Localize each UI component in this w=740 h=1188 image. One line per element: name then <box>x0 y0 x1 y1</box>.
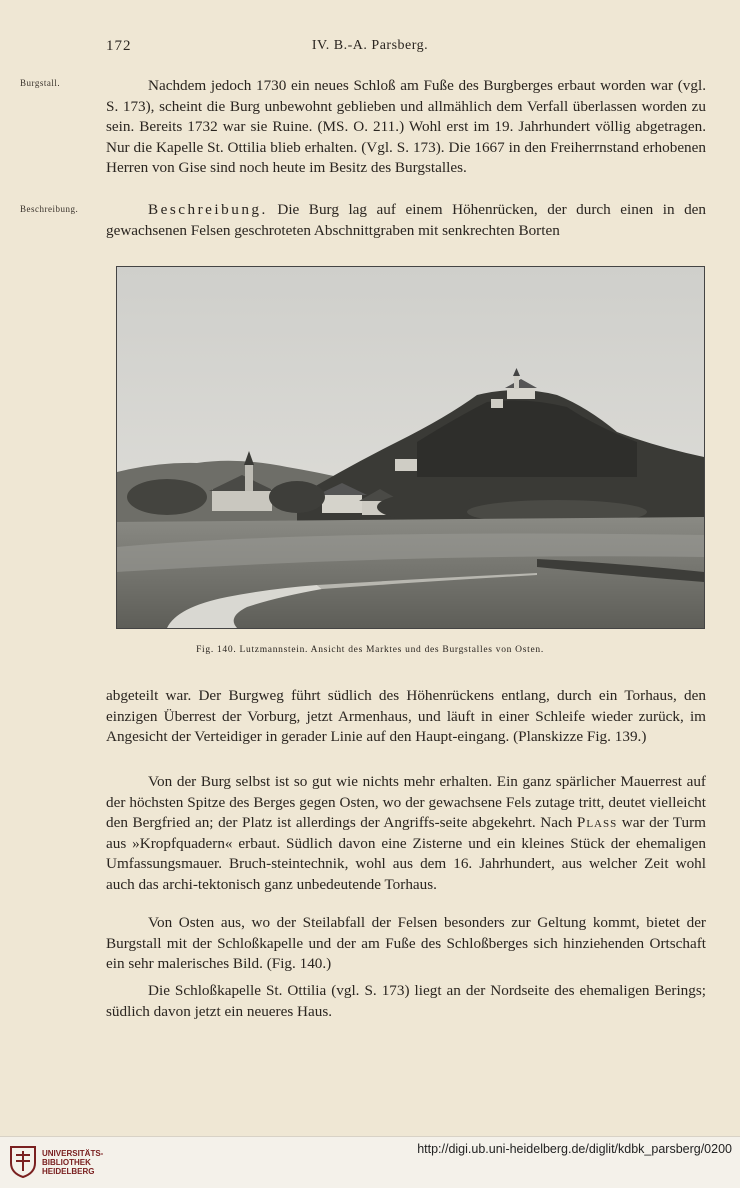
paragraph-2-text: Die Burg lag auf einem Höhenrücken, der durch einen in den gewachsenen Felsen geschroteten Abschnittgraben mit senkrechten Borten <box>106 201 706 239</box>
paragraph-4-b: war der Turm aus »Kropfquadern« erbaut. Südlich davon eine Zisterne und ein kleines Stück der ehemaligen Umfassungsmauer. Bruch-steintechnik, wohl aus dem 16. Jahrhundert, aus welcher Zeit wohl auch das archi-tektonisch ganz unbedeutende Torhaus. <box>106 814 706 893</box>
author-name: Plass <box>576 814 618 832</box>
permalink-url[interactable]: http://digi.ub.uni-heidelberg.de/diglit/kdbk_parsberg/0200 <box>417 1142 732 1156</box>
running-title: IV. B.-A. Parsberg. <box>311 38 429 53</box>
paragraph-6: Die Schloßkapelle St. Ottilia (vgl. S. 173) liegt an der Nordseite des ehemaligen Berings; südlich davon jetzt ein neueres Haus. <box>106 982 706 1020</box>
paragraph-2 <box>106 200 706 241</box>
figure-photo <box>116 266 705 629</box>
margin-note-burgstall: Burgstall. <box>20 78 61 88</box>
margin-note-beschreibung: Beschreibung. <box>20 204 79 214</box>
paragraph-3: abgeteilt war. Der Burgweg führt südlich des Höhenrückens entlang, durch ein Torhaus, den einzigen Überrest der Vorburg, jetzt Armenhaus, und läuft in einer Schleife wieder zurück, im Angesicht der Verteidiger in gerader Linie auf den Haupt-eingang. (Planskizze Fig. 139.) <box>106 687 706 746</box>
viewer-footer <box>0 1136 740 1188</box>
paragraph-5: Von Osten aus, wo der Steilabfall der Felsen besonders zur Geltung kommt, bietet der Burgstall mit der Schloßkapelle und der am Fuße des Schloßberges sich hinziehenden Ortschaft ein sehr malerisches Bild. (Fig. 140.) <box>106 914 706 973</box>
paragraph-1: Nachdem jedoch 1730 ein neues Schloß am Fuße des Burgberges erbaut worden war (vgl. S. 173), scheint die Burg unbewohnt geblieben und allmählich dem Verfall überlassen worden zu sein. Bereits 1732 war sie Ruine. (MS. O. 211.) Wohl erst im 19. Jahrhundert völlig abgetragen. Nur die Kapelle St. Ottilia blieb erhalten. (Vgl. S. 173). Die 1667 in den Freiherrnstand erhobenen Herren von Gise sind noch heute im Besitz des Burgstalles. <box>106 77 706 177</box>
library-logo-text: UNIVERSITÄTS- BIBLIOTHEK HEIDELBERG <box>42 1149 104 1176</box>
paragraph-4 <box>106 772 706 896</box>
paragraph-4-a: Von der Burg selbst ist so gut wie nichts mehr erhalten. Ein ganz spärlicher Mauerrest auf der höchsten Spitze des Berges gegen Osten, wo der gewachsene Fels zutage tritt, deutet vielleicht den Bergfried an; der Platz ist allerdings der Angriffs-seite abgekehrt. Nach <box>106 773 706 832</box>
page-number: 172 <box>106 38 132 54</box>
section-lead: Beschreibung. <box>148 201 268 218</box>
university-seal-icon <box>8 1143 38 1179</box>
figure-caption: Fig. 140. Lutzmannstein. Ansicht des Marktes und des Burgstalles von Osten. <box>196 645 544 655</box>
